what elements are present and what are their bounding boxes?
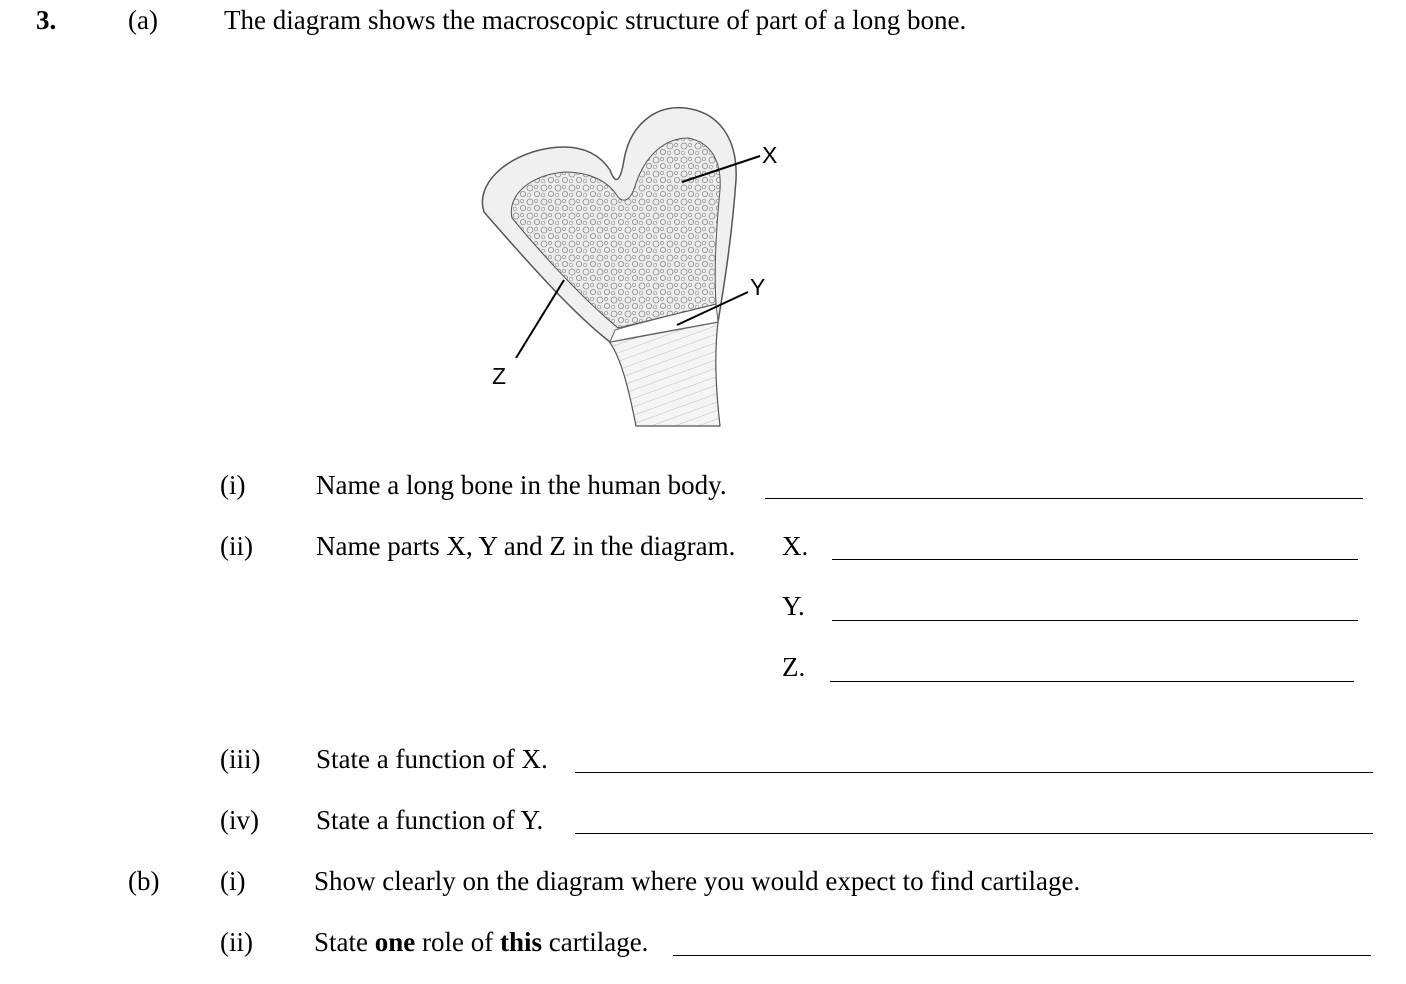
item-b-ii-pre: State: [314, 927, 375, 957]
answer-line-x[interactable]: [832, 559, 1358, 560]
item-b-ii-bold-one: one: [374, 927, 416, 957]
item-a-iii-text: State a function of X.: [316, 744, 548, 774]
part-a-label: (a): [128, 5, 158, 35]
answer-line-a-i[interactable]: [765, 498, 1363, 499]
part-a-intro: The diagram shows the macroscopic structure of part of a long bone.: [224, 5, 967, 35]
part-y-label: Y.: [782, 591, 805, 621]
part-b-label: (b): [128, 866, 160, 896]
item-a-ii-label: (ii): [220, 531, 253, 561]
item-b-i-text: Show clearly on the diagram where you would expect to find cartilage.: [314, 866, 1081, 896]
item-a-iv-label: (iv): [220, 805, 259, 835]
label-x: X: [762, 142, 778, 168]
item-b-ii-text: [314, 926, 648, 958]
item-a-i-label: (i): [220, 470, 246, 500]
item-b-ii-bold-this: this: [499, 927, 542, 957]
long-bone-diagram[interactable]: [470, 100, 810, 440]
item-b-i-label: (i): [220, 866, 246, 896]
item-b-ii-mid: role of: [415, 927, 500, 957]
item-a-iii-label: (iii): [220, 744, 261, 774]
label-z-line: [516, 280, 564, 358]
answer-line-y[interactable]: [832, 620, 1358, 621]
question-number: 3.: [36, 5, 57, 35]
answer-line-a-iii[interactable]: [575, 772, 1373, 773]
label-y: Y: [750, 274, 766, 300]
answer-line-a-iv[interactable]: [575, 833, 1373, 834]
answer-line-z[interactable]: [830, 681, 1354, 682]
answer-line-b-ii[interactable]: [673, 955, 1371, 956]
item-a-i-text: Name a long bone in the human body.: [316, 470, 727, 500]
part-x-label: X.: [782, 531, 809, 561]
item-b-ii-label: (ii): [220, 927, 253, 957]
part-z-label: Z.: [782, 652, 806, 682]
item-a-ii-text: Name parts X, Y and Z in the diagram.: [316, 531, 736, 561]
item-a-iv-text: State a function of Y.: [316, 805, 544, 835]
item-b-ii-post: cartilage.: [542, 927, 649, 957]
label-z: Z: [492, 363, 507, 389]
